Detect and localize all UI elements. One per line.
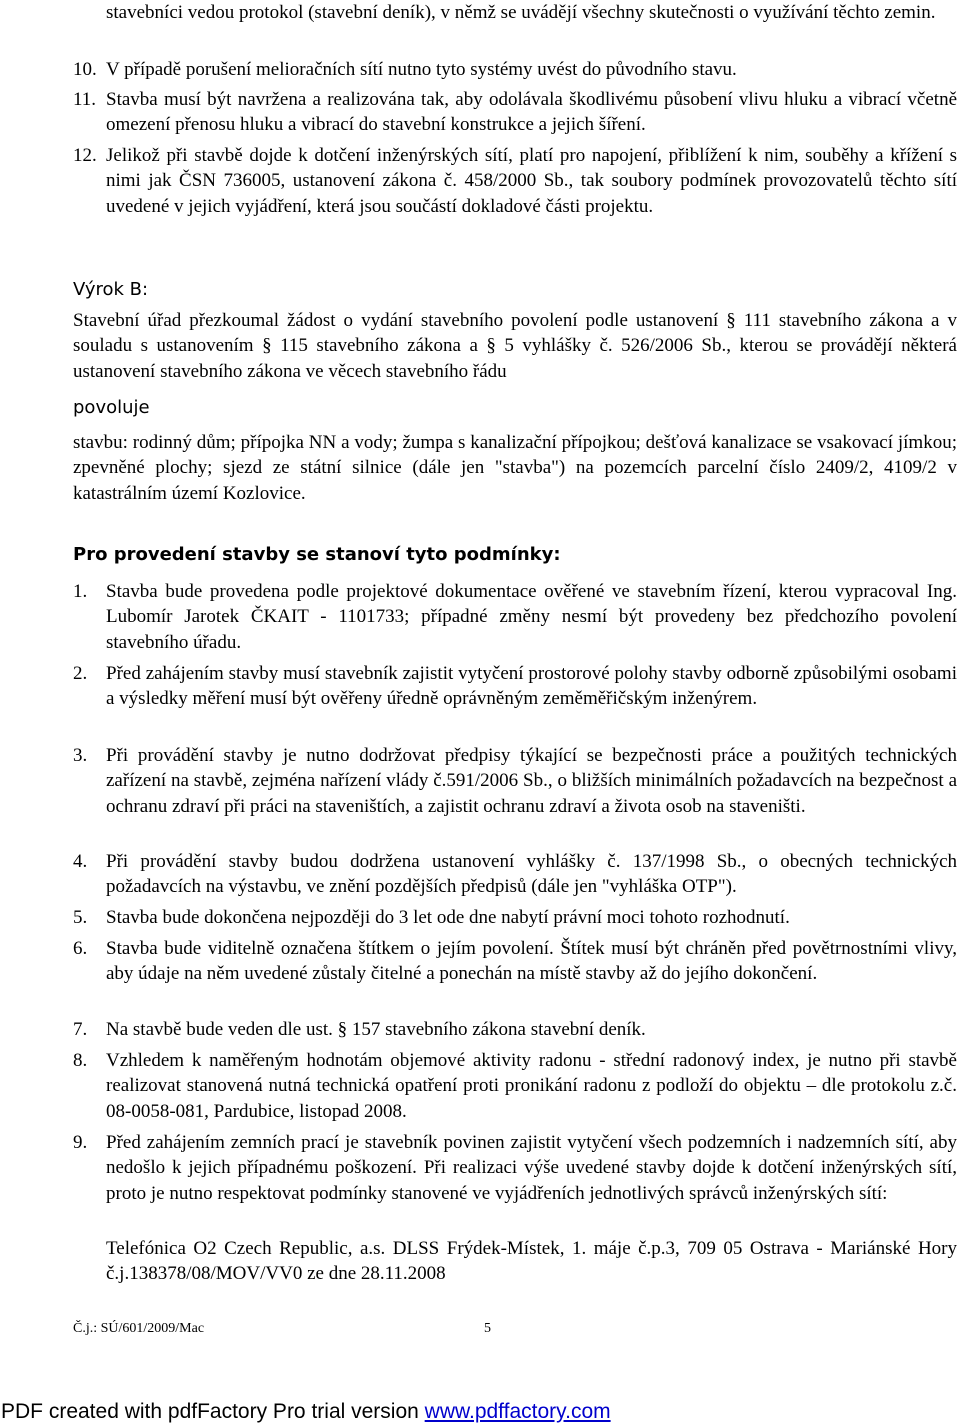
condition-text: Na stavbě bude veden dle ust. § 157 stavebního zákona stavební deník. <box>106 1019 646 1040</box>
item-text: V případě porušení melioračních sítí nutno tyto systémy uvést do původního stavu. <box>106 59 737 80</box>
condition-number: 2. <box>73 663 88 684</box>
condition-item <box>73 579 957 655</box>
page-number: 5 <box>484 1321 491 1336</box>
condition-text: Vzhledem k naměřeným hodnotám objemové aktivity radonu - střední radonový index, je nutno při stavbě realizovat stanovená nutná technická opatření proti pronikání radonu z podloží do objektu – dle protokolu z.č. 08-0058-081, Pardubice, listopad 2008. <box>106 1050 957 1122</box>
condition-number: 4. <box>73 851 88 872</box>
item-number: 10. <box>73 59 97 80</box>
condition-text: Stavba bude provedena podle projektové dokumentace ověřené ve stavebním řízení, kterou vypracoval Ing. Lubomír Jarotek ČKAIT - 1101733; případné změny nesmí být provedeny bez předchozího povolení stavebního úřadu. <box>106 581 957 653</box>
condition-text: Stavba bude dokončena nejpozději do 3 let ode dne nabytí právní moci tohoto rozhodnutí. <box>106 907 790 928</box>
condition-number: 3. <box>73 745 88 766</box>
item-text: Jelikož při stavbě dojde k dotčení inženýrských sítí, platí pro napojení, přiblížení k nim, souběhy a křížení s nimi jak ČSN 736005, ustanovení zákona č. 458/2000 Sb., tak soubory podmínek provozovatelů těchto sítí uvedené v jejich vyjádření, která jsou součástí dokladové části projektu. <box>106 145 957 217</box>
condition-number: 9. <box>73 1132 88 1153</box>
condition-text: Před zahájením stavby musí stavebník zajistit vytyčení prostorové polohy stavby odborně způsobilými osobami a výsledky měření musí být ověřeny úředně oprávněným zeměměřičským inženýrem. <box>106 663 957 710</box>
continuation-paragraph: stavebníci vedou protokol (stavební deník), v němž se uvádějí všechny skutečnosti o využívání těchto zemin. <box>106 2 936 23</box>
condition-number: 6. <box>73 938 88 959</box>
list-item <box>73 87 957 138</box>
condition-item <box>73 1048 957 1124</box>
condition-number: 8. <box>73 1050 88 1071</box>
condition-item <box>73 661 957 712</box>
verdict-intro-paragraph: Stavební úřad přezkoumal žádost o vydání stavebního povolení podle ustanovení § 111 stavebního zákona a v souladu s ustanovením § 115 stavebního zákona a § 5 vyhlášky č. 526/2006 Sb., kterou se provádějí některá ustanovení stavebního zákona ve věcech stavebního řádu <box>73 310 957 382</box>
construction-description: stavbu: rodinný dům; přípojka NN a vody; žumpa s kanalizační přípojkou; dešťová kanalizace se vsakovací jímkou; zpevněné plochy; sjezd ze státní silnice (dále jen "stavba") na pozemcích parcelní číslo 2409/2, 4109/2 v katastrálním území Kozlovice. <box>73 432 957 504</box>
telefonica-condition-line: Telefónica O2 Czech Republic, a.s. DLSS Frýdek-Místek, 1. máje č.p.3, 709 05 Ostrava - Mariánské Hory č.j.138378/08/MOV/VV0 ze dne 28.11.2008 <box>106 1238 957 1285</box>
item-text: Stavba musí být navržena a realizována tak, aby odolávala škodlivému působení vlivu hluku a vibrací včetně omezení přenosu hluku a vibrací do stavební konstrukce a jejich šíření. <box>106 89 957 136</box>
condition-number: 5. <box>73 907 88 928</box>
condition-item <box>73 905 957 930</box>
condition-number: 1. <box>73 581 88 602</box>
condition-text: Při provádění stavby je nutno dodržovat předpisy týkající se bezpečnosti práce a použitých technických zařízení na stavbě, zejména nařízení vlády č.591/2006 Sb., o bližších minimálních požadavcích na bezpečnost a ochranu zdraví při práci na staveništích, a zajistit ochranu zdraví a života osob na staveništi. <box>106 745 957 817</box>
item-number: 11. <box>73 89 97 110</box>
pdf-trial-banner <box>0 1398 611 1426</box>
list-item <box>73 143 957 219</box>
permits-word: povoluje <box>73 397 150 418</box>
condition-item <box>73 849 957 900</box>
condition-text: Při provádění stavby budou dodržena ustanovení vyhlášky č. 137/1998 Sb., o obecných technických požadavcích na výstavbu, ve znění pozdějších předpisů (dále jen "vyhláška OTP"). <box>106 851 957 898</box>
document-reference-number: Č.j.: SÚ/601/2009/Mac <box>73 1321 205 1336</box>
condition-item <box>73 936 957 987</box>
list-item <box>73 57 957 82</box>
condition-text: Před zahájením zemních prací je stavebník povinen zajistit vytyčení všech podzemních i nadzemních sítí, aby nedošlo k jejich případnému poškození. Při realizaci výše uvedené stavby dojde k dotčení inženýrských sítí, proto je nutno respektovat podmínky stanovené ve vyjádřeních jednotlivých správců inženýrských sítí: <box>106 1132 957 1204</box>
item-number: 12. <box>73 145 97 166</box>
condition-text: Stavba bude viditelně označena štítkem o jejím povolení. Štítek musí být chráněn před povětrnostními vlivy, aby údaje na něm uvedené zůstaly čitelné a ponechán na místě stavby až do jejího dokončení. <box>106 938 957 985</box>
verdict-heading: Výrok B: <box>73 279 149 300</box>
condition-item <box>73 743 957 819</box>
condition-item <box>73 1017 957 1042</box>
conditions-heading: Pro provedení stavby se stanoví tyto podmínky: <box>73 544 561 565</box>
pdffactory-link[interactable]: www.pdffactory.com <box>424 1400 611 1423</box>
banner-text: PDF created with pdfFactory Pro trial version <box>1 1400 425 1423</box>
condition-number: 7. <box>73 1019 88 1040</box>
condition-item <box>73 1130 957 1206</box>
